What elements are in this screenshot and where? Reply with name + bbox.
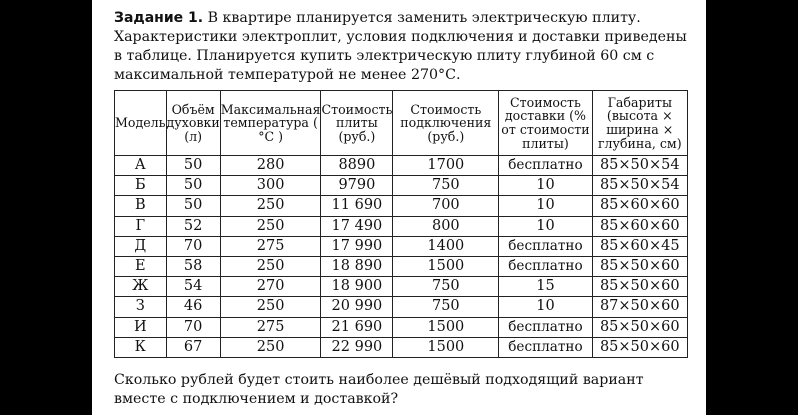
table-row (115, 156, 688, 176)
cell-delivery-cost: 10 (499, 297, 592, 317)
table-row (115, 337, 688, 357)
cell-model: Д (115, 236, 167, 256)
table-row (115, 256, 688, 276)
cell-price: 18 890 (321, 256, 393, 276)
cell-price: 22 990 (321, 337, 393, 357)
cell-max-temp: 250 (220, 216, 321, 236)
table-row (115, 317, 688, 337)
cell-connection-cost: 750 (393, 176, 499, 196)
cell-volume: 50 (166, 196, 220, 216)
cell-volume: 67 (166, 337, 220, 357)
cell-model: В (115, 196, 167, 216)
cell-connection-cost: 1500 (393, 256, 499, 276)
cell-dimensions: 85×50×60 (592, 256, 687, 276)
cell-max-temp: 275 (220, 317, 321, 337)
cell-model: К (115, 337, 167, 357)
cell-delivery-cost: бесплатно (499, 156, 592, 176)
cell-max-temp: 300 (220, 176, 321, 196)
task-statement (114, 9, 694, 85)
cell-price: 17 490 (321, 216, 393, 236)
cell-delivery-cost: 10 (499, 176, 592, 196)
cell-connection-cost: 1700 (393, 156, 499, 176)
cell-model: Е (115, 256, 167, 276)
cell-delivery-cost: бесплатно (499, 256, 592, 276)
table-row (115, 196, 688, 216)
cell-connection-cost: 750 (393, 297, 499, 317)
cell-volume: 46 (166, 297, 220, 317)
task-label: Задание 1. (114, 10, 204, 26)
cell-model: Б (115, 176, 167, 196)
cell-max-temp: 250 (220, 337, 321, 357)
cell-volume: 50 (166, 176, 220, 196)
header-connection-cost: Стоимость подключения (руб.) (393, 91, 499, 156)
cell-delivery-cost: бесплатно (499, 236, 592, 256)
cell-model: А (115, 156, 167, 176)
cell-delivery-cost: 15 (499, 277, 592, 297)
cell-connection-cost: 700 (393, 196, 499, 216)
cell-connection-cost: 1400 (393, 236, 499, 256)
header-price: Стоимость плиты (руб.) (321, 91, 393, 156)
cell-delivery-cost: бесплатно (499, 337, 592, 357)
task-text: В квартире планируется заменить электрическую плиту. Характеристики электроплит, условия подключения и доставки приведены в таблице. Планируется купить электрическую плиту глубиной 60 см с максимальной температурой не менее 270°С. (114, 10, 687, 83)
cell-max-temp: 270 (220, 277, 321, 297)
table-header-row (115, 91, 688, 156)
cell-price: 20 990 (321, 297, 393, 317)
cell-price: 11 690 (321, 196, 393, 216)
header-dimensions: Габариты (высота × ширина × глубина, см) (592, 91, 687, 156)
stoves-table (114, 90, 688, 358)
cell-dimensions: 85×60×60 (592, 216, 687, 236)
cell-volume: 58 (166, 256, 220, 276)
cell-connection-cost: 800 (393, 216, 499, 236)
cell-volume: 50 (166, 156, 220, 176)
cell-model: Г (115, 216, 167, 236)
cell-dimensions: 85×50×60 (592, 337, 687, 357)
cell-dimensions: 85×60×45 (592, 236, 687, 256)
cell-delivery-cost: 10 (499, 196, 592, 216)
cell-dimensions: 85×50×54 (592, 156, 687, 176)
cell-volume: 52 (166, 216, 220, 236)
cell-price: 8890 (321, 156, 393, 176)
cell-price: 21 690 (321, 317, 393, 337)
header-delivery-cost: Стоимость доставки (% от стоимости плиты) (499, 91, 592, 156)
cell-dimensions: 87×50×60 (592, 297, 687, 317)
cell-model: И (115, 317, 167, 337)
cell-connection-cost: 750 (393, 277, 499, 297)
cell-max-temp: 250 (220, 256, 321, 276)
cell-connection-cost: 1500 (393, 337, 499, 357)
question-text: Сколько рублей будет стоить наиболее дешёвый подходящий вариант вместе с подключением и доставкой? (114, 372, 644, 407)
cell-dimensions: 85×50×60 (592, 317, 687, 337)
cell-model: З (115, 297, 167, 317)
table-row (115, 277, 688, 297)
table-row (115, 236, 688, 256)
cell-delivery-cost: 10 (499, 216, 592, 236)
cell-price: 9790 (321, 176, 393, 196)
cell-volume: 70 (166, 317, 220, 337)
cell-max-temp: 250 (220, 297, 321, 317)
cell-dimensions: 85×50×60 (592, 277, 687, 297)
cell-volume: 70 (166, 236, 220, 256)
header-volume: Объём духовки (л) (166, 91, 220, 156)
table-body (115, 156, 688, 358)
cell-volume: 54 (166, 277, 220, 297)
cell-max-temp: 275 (220, 236, 321, 256)
table-row (115, 297, 688, 317)
cell-model: Ж (115, 277, 167, 297)
header-model: Модель (115, 91, 167, 156)
document-page (92, 0, 706, 415)
cell-price: 18 900 (321, 277, 393, 297)
cell-dimensions: 85×60×60 (592, 196, 687, 216)
table-row (115, 176, 688, 196)
cell-delivery-cost: бесплатно (499, 317, 592, 337)
cell-max-temp: 280 (220, 156, 321, 176)
cell-dimensions: 85×50×54 (592, 176, 687, 196)
table-row (115, 216, 688, 236)
cell-price: 17 990 (321, 236, 393, 256)
cell-max-temp: 250 (220, 196, 321, 216)
header-max-temp: Максимальная температура ( °С ) (220, 91, 321, 156)
cell-connection-cost: 1500 (393, 317, 499, 337)
